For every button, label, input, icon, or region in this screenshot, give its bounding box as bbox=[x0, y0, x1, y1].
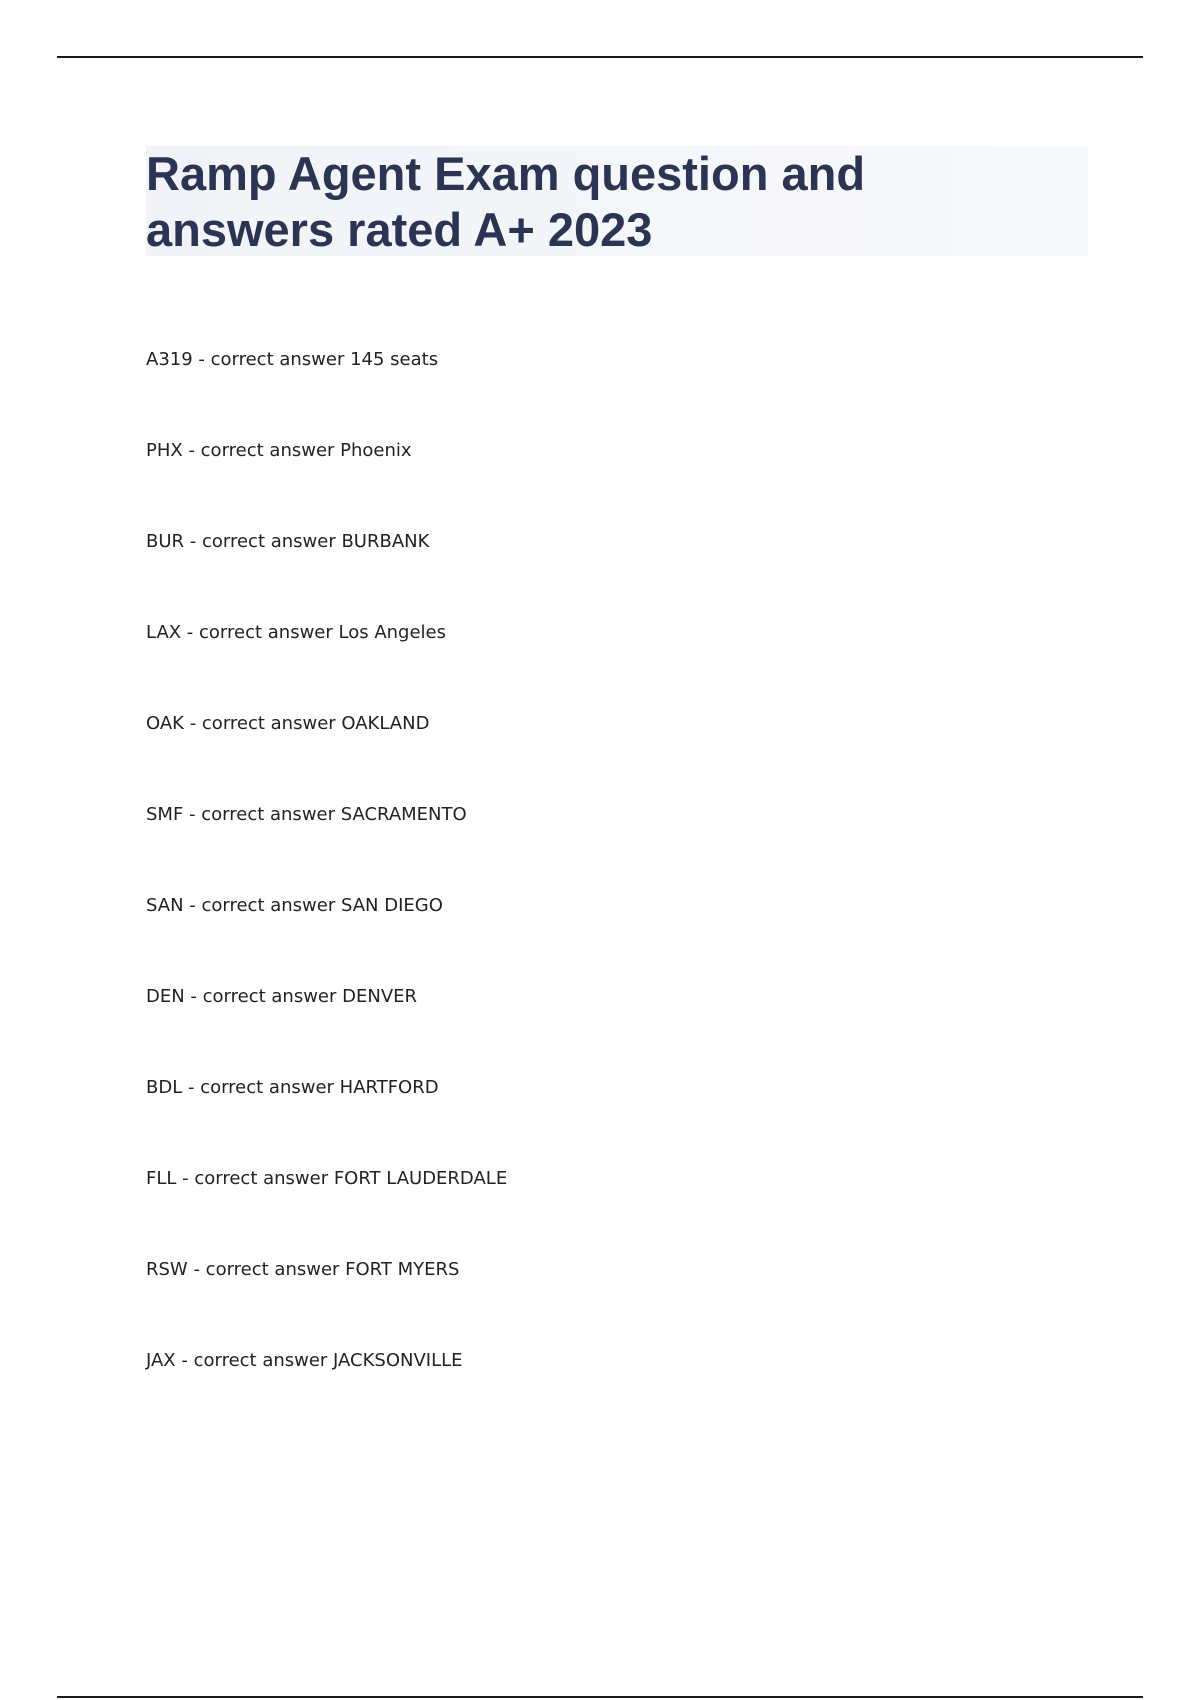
document-title: Ramp Agent Exam question and answers rated A+ 2023 bbox=[146, 147, 866, 256]
qa-item: PHX - correct answer Phoenix bbox=[146, 440, 412, 461]
qa-list bbox=[146, 348, 507, 1440]
qa-item: OAK - correct answer OAKLAND bbox=[146, 713, 430, 734]
qa-item: BUR - correct answer BURBANK bbox=[146, 531, 430, 552]
qa-item: FLL - correct answer FORT LAUDERDALE bbox=[146, 1168, 508, 1189]
qa-item: RSW - correct answer FORT MYERS bbox=[146, 1259, 460, 1280]
title-block bbox=[146, 146, 1088, 256]
bottom-divider bbox=[57, 1696, 1143, 1698]
qa-item: A319 - correct answer 145 seats bbox=[146, 349, 439, 370]
qa-item: DEN - correct answer DENVER bbox=[146, 986, 418, 1007]
qa-item: BDL - correct answer HARTFORD bbox=[146, 1077, 439, 1098]
top-divider bbox=[57, 56, 1143, 58]
qa-item: SMF - correct answer SACRAMENTO bbox=[146, 804, 467, 825]
qa-item: JAX - correct answer JACKSONVILLE bbox=[146, 1350, 463, 1371]
qa-item: SAN - correct answer SAN DIEGO bbox=[146, 895, 443, 916]
qa-item: LAX - correct answer Los Angeles bbox=[146, 622, 447, 643]
